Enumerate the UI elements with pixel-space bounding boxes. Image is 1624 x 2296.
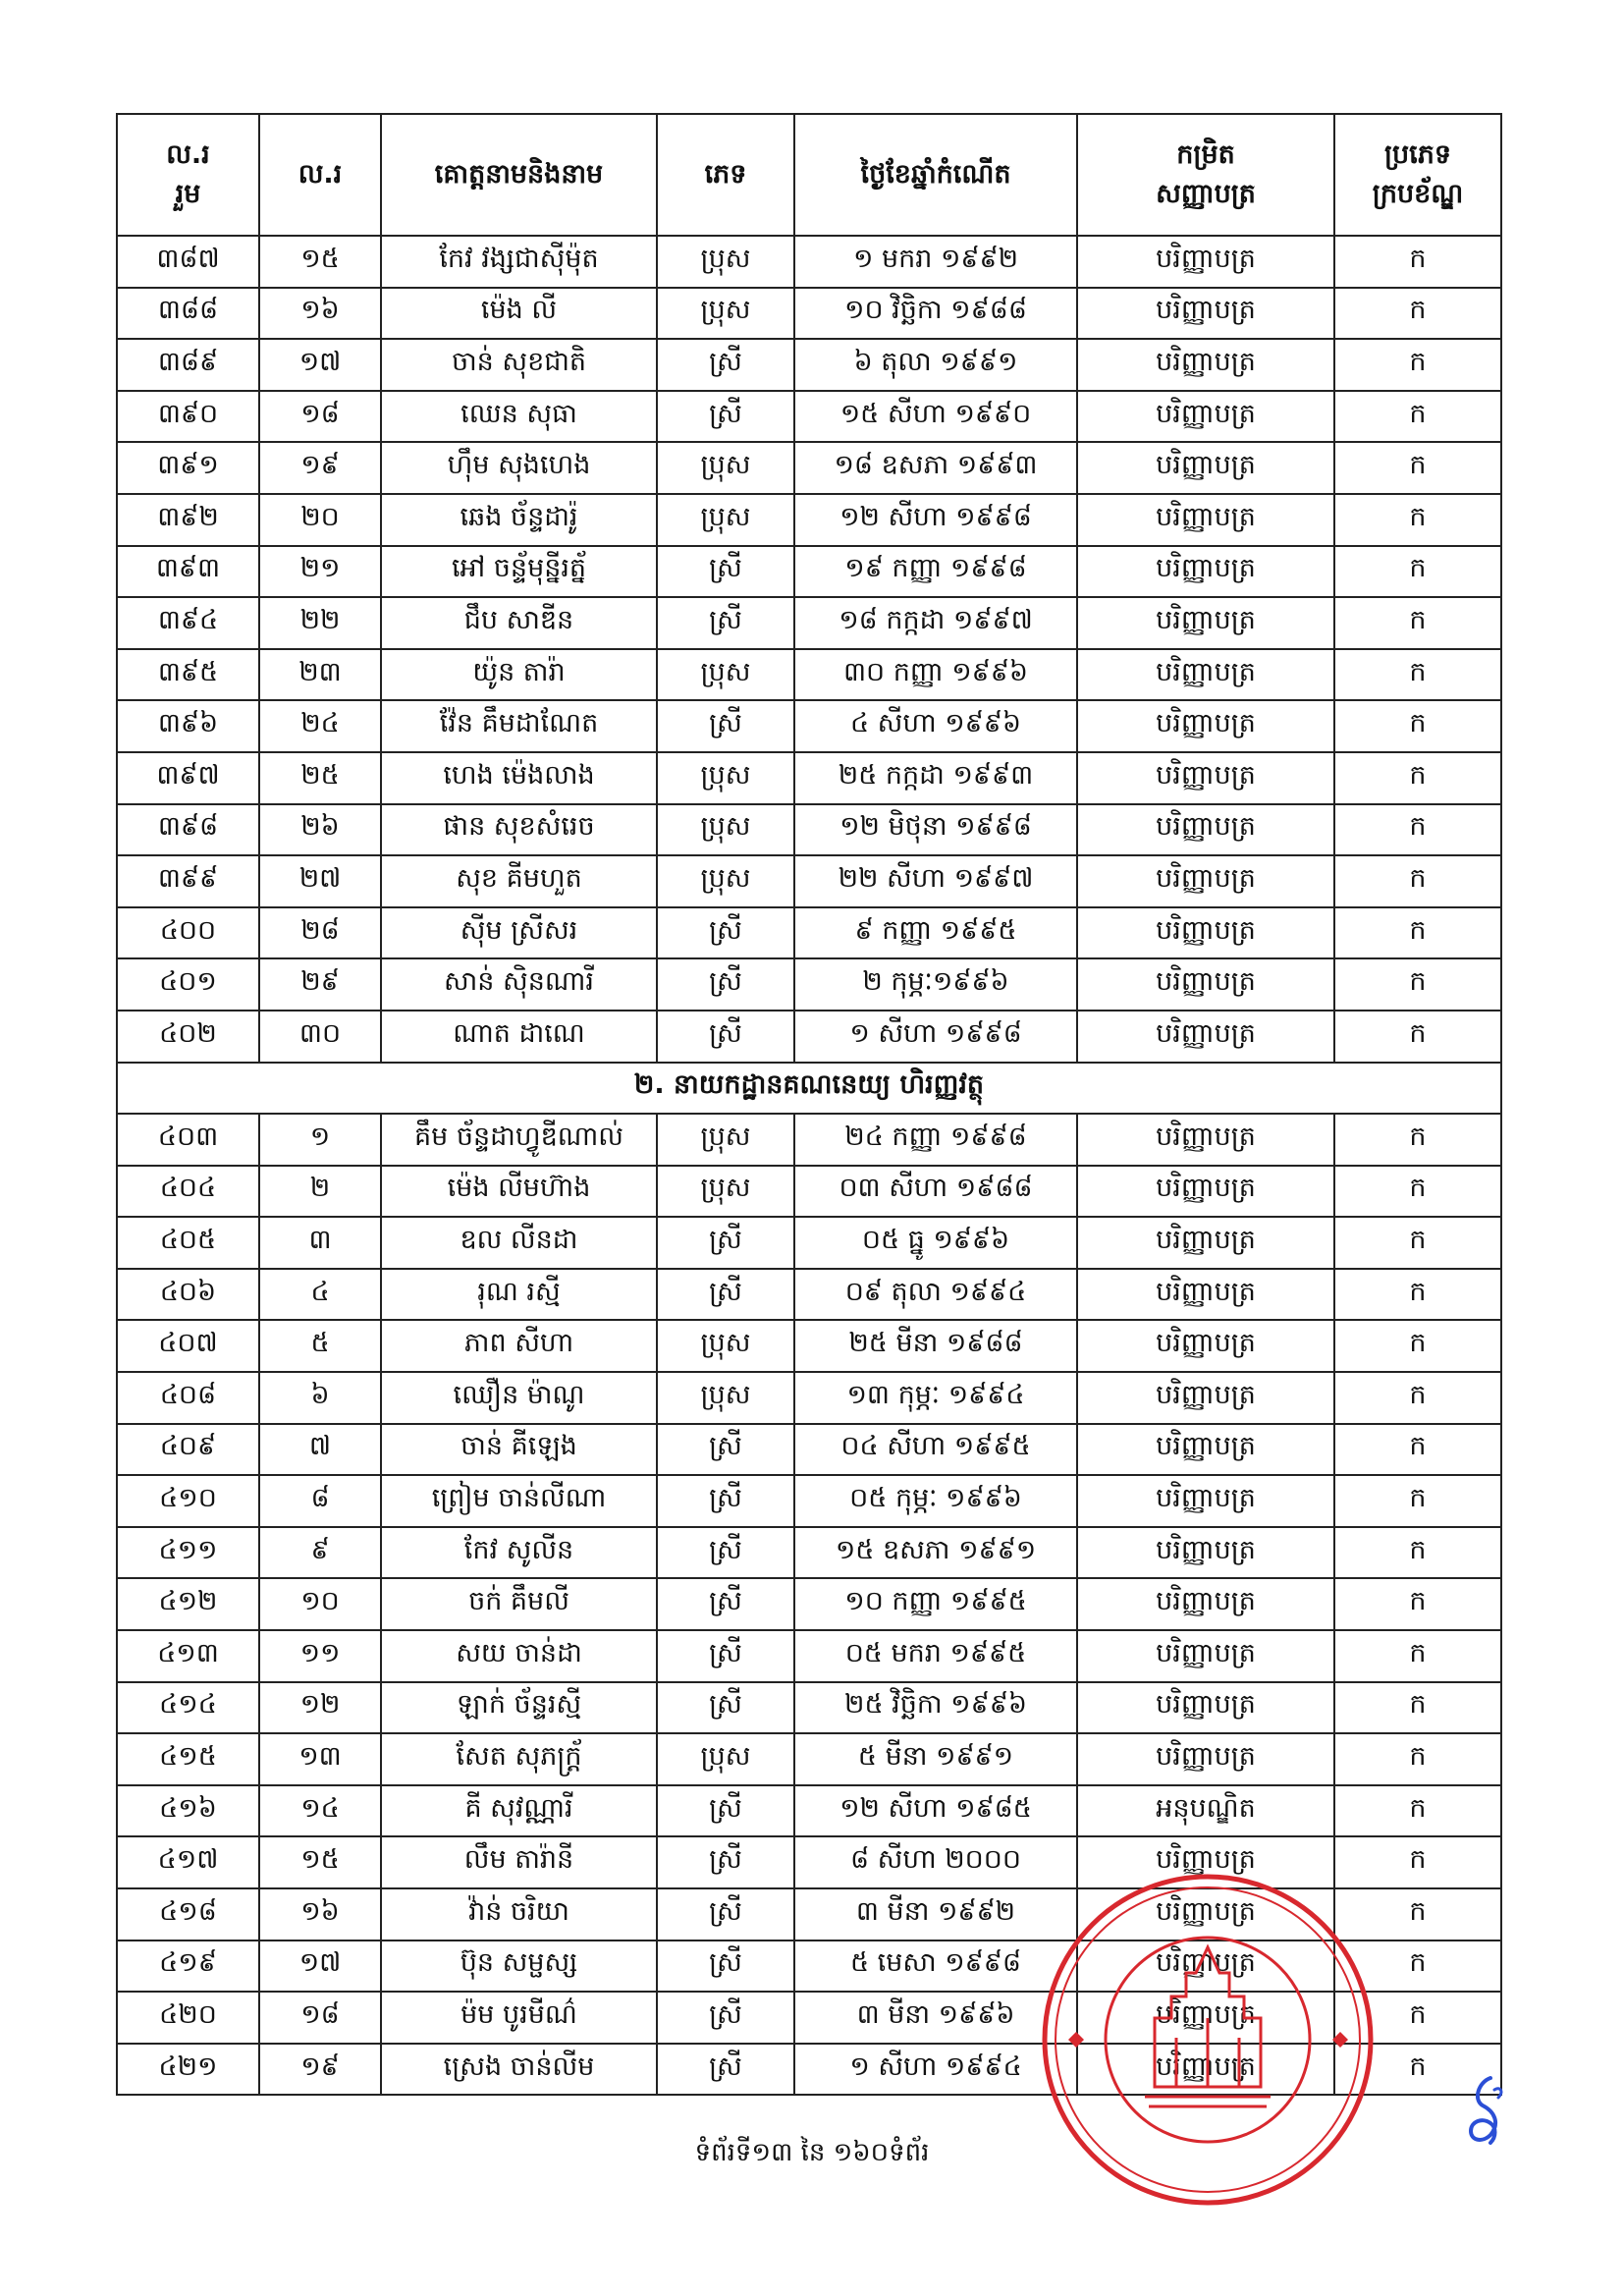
cell-framework-type: ក bbox=[1334, 546, 1501, 598]
table-row bbox=[117, 1475, 1501, 1527]
table-row bbox=[117, 1269, 1501, 1321]
cell-sex: ស្រី bbox=[657, 1630, 794, 1682]
cell-framework-type: ក bbox=[1334, 1372, 1501, 1424]
cell-full-name: ឧល លីនដា bbox=[381, 1217, 657, 1269]
cell-no: ១៨ bbox=[259, 391, 381, 443]
table-row bbox=[117, 907, 1501, 959]
cell-sex: ស្រី bbox=[657, 391, 794, 443]
cell-full-name: ព្រៀម ចាន់លីណា bbox=[381, 1475, 657, 1527]
cell-overall-no: ៣៩០ bbox=[117, 391, 259, 443]
cell-sex: ស្រី bbox=[657, 700, 794, 752]
cell-sex: ប្រុស bbox=[657, 752, 794, 804]
cell-overall-no: ៣៨៧ bbox=[117, 236, 259, 288]
cell-framework-type: ក bbox=[1334, 1941, 1501, 1993]
cell-sex: ប្រុស bbox=[657, 1372, 794, 1424]
cell-no: ៩ bbox=[259, 1527, 381, 1579]
cell-full-name: ចក់ គឹមលី bbox=[381, 1578, 657, 1630]
cell-overall-no: ៤១៦ bbox=[117, 1785, 259, 1837]
cell-overall-no: ៤១២ bbox=[117, 1578, 259, 1630]
cell-sex: ប្រុស bbox=[657, 1114, 794, 1166]
cell-overall-no: ៣៨៩ bbox=[117, 339, 259, 391]
cell-sex: ស្រី bbox=[657, 1475, 794, 1527]
table-row bbox=[117, 1578, 1501, 1630]
cell-date-of-birth: ០៤ សីហា ១៩៩៥ bbox=[794, 1424, 1077, 1476]
cell-overall-no: ៣៩៦ bbox=[117, 700, 259, 752]
table-row bbox=[117, 1527, 1501, 1579]
cell-overall-no: ៤០០ bbox=[117, 907, 259, 959]
cell-overall-no: ៤០៧ bbox=[117, 1320, 259, 1372]
cell-date-of-birth: ១២ សីហា ១៩៨៥ bbox=[794, 1785, 1077, 1837]
cell-overall-no: ៤០៥ bbox=[117, 1217, 259, 1269]
cell-sex: ស្រី bbox=[657, 2044, 794, 2096]
cell-framework-type: ក bbox=[1334, 597, 1501, 649]
cell-date-of-birth: ៥ មីនា ១៩៩១ bbox=[794, 1733, 1077, 1785]
table-row bbox=[117, 855, 1501, 907]
table-row bbox=[117, 597, 1501, 649]
cell-sex: ប្រុស bbox=[657, 1733, 794, 1785]
cell-no: ២ bbox=[259, 1166, 381, 1218]
table-row bbox=[117, 546, 1501, 598]
table-header-row bbox=[117, 114, 1501, 236]
cell-date-of-birth: ១៩ កញ្ញា ១៩៩៨ bbox=[794, 546, 1077, 598]
cell-no: ២២ bbox=[259, 597, 381, 649]
cell-sex: ស្រី bbox=[657, 958, 794, 1011]
cell-no: ១៩ bbox=[259, 2044, 381, 2096]
cell-date-of-birth: ៣ មីនា ១៩៩២ bbox=[794, 1888, 1077, 1941]
cell-sex: ស្រី bbox=[657, 1785, 794, 1837]
cell-overall-no: ៣៩៨ bbox=[117, 804, 259, 856]
cell-degree-level: បរិញ្ញាបត្រ bbox=[1077, 1888, 1334, 1941]
cell-overall-no: ៣៩៤ bbox=[117, 597, 259, 649]
cell-degree-level: បរិញ្ញាបត្រ bbox=[1077, 1941, 1334, 1993]
cell-no: ១ bbox=[259, 1114, 381, 1166]
table-row bbox=[117, 700, 1501, 752]
cell-overall-no: ៣៩២ bbox=[117, 494, 259, 546]
cell-degree-level: បរិញ្ញាបត្រ bbox=[1077, 804, 1334, 856]
cell-degree-level: បរិញ្ញាបត្រ bbox=[1077, 288, 1334, 340]
cell-date-of-birth: ២២ សីហា ១៩៩៧ bbox=[794, 855, 1077, 907]
header-full-name: គោត្តនាមនិងនាម bbox=[381, 114, 657, 236]
cell-overall-no: ៤០៦ bbox=[117, 1269, 259, 1321]
cell-no: ១០ bbox=[259, 1578, 381, 1630]
cell-date-of-birth: ៤ សីហា ១៩៩៦ bbox=[794, 700, 1077, 752]
cell-no: ២១ bbox=[259, 546, 381, 598]
cell-framework-type: ក bbox=[1334, 804, 1501, 856]
cell-framework-type: ក bbox=[1334, 1682, 1501, 1734]
cell-framework-type: ក bbox=[1334, 752, 1501, 804]
cell-framework-type: ក bbox=[1334, 1527, 1501, 1579]
table-row bbox=[117, 1166, 1501, 1218]
cell-full-name: ស៊ីម ស្រីសរ bbox=[381, 907, 657, 959]
cell-full-name: ភាព សីហា bbox=[381, 1320, 657, 1372]
cell-framework-type: ក bbox=[1334, 1166, 1501, 1218]
cell-framework-type: ក bbox=[1334, 1733, 1501, 1785]
cell-no: ១៥ bbox=[259, 236, 381, 288]
cell-framework-type: ក bbox=[1334, 649, 1501, 701]
cell-no: ១៩ bbox=[259, 442, 381, 494]
cell-overall-no: ៤២១ bbox=[117, 2044, 259, 2096]
cell-sex: ស្រី bbox=[657, 1682, 794, 1734]
cell-framework-type: ក bbox=[1334, 1217, 1501, 1269]
cell-degree-level: បរិញ្ញាបត្រ bbox=[1077, 2044, 1334, 2096]
cell-degree-level: បរិញ្ញាបត្រ bbox=[1077, 1682, 1334, 1734]
header-degree-level: កម្រិត សញ្ញាបត្រ bbox=[1077, 114, 1334, 236]
cell-full-name: ផាន សុខសំរេច bbox=[381, 804, 657, 856]
cell-full-name: ម៉ម បូរមីណ៌ bbox=[381, 1992, 657, 2044]
cell-no: ១៧ bbox=[259, 1941, 381, 1993]
cell-sex: ស្រី bbox=[657, 1527, 794, 1579]
cell-full-name: យ៉ូន តារ៉ា bbox=[381, 649, 657, 701]
cell-degree-level: អនុបណ្ឌិត bbox=[1077, 1785, 1334, 1837]
cell-sex: ប្រុស bbox=[657, 494, 794, 546]
cell-sex: ស្រី bbox=[657, 1992, 794, 2044]
cell-framework-type: ក bbox=[1334, 2044, 1501, 2096]
cell-overall-no: ៤០៤ bbox=[117, 1166, 259, 1218]
section-heading-row bbox=[117, 1063, 1501, 1115]
cell-degree-level: បរិញ្ញាបត្រ bbox=[1077, 855, 1334, 907]
cell-no: ១១ bbox=[259, 1630, 381, 1682]
cell-degree-level: បរិញ្ញាបត្រ bbox=[1077, 391, 1334, 443]
cell-degree-level: បរិញ្ញាបត្រ bbox=[1077, 1527, 1334, 1579]
cell-degree-level: បរិញ្ញាបត្រ bbox=[1077, 597, 1334, 649]
table-row bbox=[117, 1114, 1501, 1166]
cell-full-name: ឈឿន ម៉ាណូ bbox=[381, 1372, 657, 1424]
cell-full-name: ហ៊ឹម សុងហេង bbox=[381, 442, 657, 494]
cell-no: ៣០ bbox=[259, 1011, 381, 1063]
cell-full-name: ហេង ម៉េងលាង bbox=[381, 752, 657, 804]
cell-degree-level: បរិញ្ញាបត្រ bbox=[1077, 236, 1334, 288]
table-row bbox=[117, 1011, 1501, 1063]
cell-full-name: វ៉ែន គឹមដាណែត bbox=[381, 700, 657, 752]
cell-no: ១៥ bbox=[259, 1836, 381, 1888]
cell-overall-no: ៤១៧ bbox=[117, 1836, 259, 1888]
cell-sex: ស្រី bbox=[657, 1011, 794, 1063]
cell-date-of-birth: ២៥ មីនា ១៩៨៨ bbox=[794, 1320, 1077, 1372]
cell-date-of-birth: ១ មករា ១៩៩២ bbox=[794, 236, 1077, 288]
cell-full-name: អៅ ចន្ទ័មុន្នីរត្ន័ bbox=[381, 546, 657, 598]
header-framework-type: ប្រភេទ ក្របខ័ណ្ឌ bbox=[1334, 114, 1501, 236]
cell-overall-no: ៤០១ bbox=[117, 958, 259, 1011]
cell-framework-type: ក bbox=[1334, 1578, 1501, 1630]
cell-degree-level: បរិញ្ញាបត្រ bbox=[1077, 1630, 1334, 1682]
table-row bbox=[117, 1682, 1501, 1734]
cell-framework-type: ក bbox=[1334, 288, 1501, 340]
cell-sex: ស្រី bbox=[657, 339, 794, 391]
cell-framework-type: ក bbox=[1334, 1320, 1501, 1372]
cell-sex: ស្រី bbox=[657, 1888, 794, 1941]
cell-date-of-birth: ១៥ ឧសភា ១៩៩១ bbox=[794, 1527, 1077, 1579]
cell-date-of-birth: ១២ សីហា ១៩៩៨ bbox=[794, 494, 1077, 546]
cell-degree-level: បរិញ្ញាបត្រ bbox=[1077, 1372, 1334, 1424]
cell-full-name: ចាន់ គីឡេង bbox=[381, 1424, 657, 1476]
cell-date-of-birth: ៨ សីហា ២០០០ bbox=[794, 1836, 1077, 1888]
cell-full-name: គឹម ច័ន្ទដាហ្វូឌីណាល់ bbox=[381, 1114, 657, 1166]
header-no: ល.រ bbox=[259, 114, 381, 236]
cell-degree-level: បរិញ្ញាបត្រ bbox=[1077, 546, 1334, 598]
cell-overall-no: ៣៩៥ bbox=[117, 649, 259, 701]
cell-full-name: រុណ រស្មី bbox=[381, 1269, 657, 1321]
cell-degree-level: បរិញ្ញាបត្រ bbox=[1077, 1733, 1334, 1785]
cell-date-of-birth: ៩ កញ្ញា ១៩៩៥ bbox=[794, 907, 1077, 959]
cell-full-name: សយ ចាន់ដា bbox=[381, 1630, 657, 1682]
cell-sex: ស្រី bbox=[657, 1578, 794, 1630]
cell-date-of-birth: ០៣ សីហា ១៩៨៨ bbox=[794, 1166, 1077, 1218]
cell-date-of-birth: ៦ តុលា ១៩៩១ bbox=[794, 339, 1077, 391]
cell-framework-type: ក bbox=[1334, 700, 1501, 752]
table-row bbox=[117, 1320, 1501, 1372]
cell-date-of-birth: ១០ កញ្ញា ១៩៩៥ bbox=[794, 1578, 1077, 1630]
cell-sex: ប្រុស bbox=[657, 442, 794, 494]
cell-framework-type: ក bbox=[1334, 907, 1501, 959]
cell-date-of-birth: ២ កុម្ភៈ១៩៩៦ bbox=[794, 958, 1077, 1011]
cell-sex: ស្រី bbox=[657, 1217, 794, 1269]
cell-no: ៧ bbox=[259, 1424, 381, 1476]
cell-sex: ប្រុស bbox=[657, 236, 794, 288]
cell-date-of-birth: ០៥ កុម្ភៈ ១៩៩៦ bbox=[794, 1475, 1077, 1527]
cell-degree-level: បរិញ្ញាបត្រ bbox=[1077, 1269, 1334, 1321]
table-row bbox=[117, 288, 1501, 340]
cell-framework-type: ក bbox=[1334, 391, 1501, 443]
cell-framework-type: ក bbox=[1334, 442, 1501, 494]
cell-overall-no: ៣៩១ bbox=[117, 442, 259, 494]
cell-degree-level: បរិញ្ញាបត្រ bbox=[1077, 1114, 1334, 1166]
cell-full-name: សែត សុភក្ត្រ័ bbox=[381, 1733, 657, 1785]
cell-full-name: ណាត ដាណេ bbox=[381, 1011, 657, 1063]
cell-no: ៨ bbox=[259, 1475, 381, 1527]
cell-degree-level: បរិញ្ញាបត្រ bbox=[1077, 1217, 1334, 1269]
cell-sex: ស្រី bbox=[657, 546, 794, 598]
cell-overall-no: ៤០៩ bbox=[117, 1424, 259, 1476]
cell-date-of-birth: ០៥ ធ្នូ ១៩៩៦ bbox=[794, 1217, 1077, 1269]
cell-overall-no: ៤១៨ bbox=[117, 1888, 259, 1941]
cell-no: ៣ bbox=[259, 1217, 381, 1269]
cell-no: ៥ bbox=[259, 1320, 381, 1372]
table-row bbox=[117, 752, 1501, 804]
header-overall-no: ល.រ រួម bbox=[117, 114, 259, 236]
cell-no: ១៦ bbox=[259, 288, 381, 340]
cell-overall-no: ៤០៨ bbox=[117, 1372, 259, 1424]
cell-sex: ប្រុស bbox=[657, 649, 794, 701]
cell-full-name: ឡាក់ ច័ន្ទរស្មី bbox=[381, 1682, 657, 1734]
cell-overall-no: ៤០៣ bbox=[117, 1114, 259, 1166]
cell-sex: ស្រី bbox=[657, 1424, 794, 1476]
cell-framework-type: ក bbox=[1334, 1114, 1501, 1166]
cell-degree-level: បរិញ្ញាបត្រ bbox=[1077, 700, 1334, 752]
cell-no: ១២ bbox=[259, 1682, 381, 1734]
header-date-of-birth: ថ្ងៃខែឆ្នាំកំណើត bbox=[794, 114, 1077, 236]
cell-sex: ប្រុស bbox=[657, 288, 794, 340]
cell-full-name: សាន់ ស៊ិនណារី bbox=[381, 958, 657, 1011]
cell-full-name: កែវ សូលីន bbox=[381, 1527, 657, 1579]
cell-no: ២៨ bbox=[259, 907, 381, 959]
cell-full-name: សុខ គីមហួត bbox=[381, 855, 657, 907]
cell-degree-level: បរិញ្ញាបត្រ bbox=[1077, 907, 1334, 959]
cell-overall-no: ៤២០ bbox=[117, 1992, 259, 2044]
table-row bbox=[117, 1630, 1501, 1682]
header-sex: ភេទ bbox=[657, 114, 794, 236]
cell-sex: ស្រី bbox=[657, 597, 794, 649]
cell-no: ១៦ bbox=[259, 1888, 381, 1941]
cell-framework-type: ក bbox=[1334, 855, 1501, 907]
cell-date-of-birth: ១ សីហា ១៩៩៨ bbox=[794, 1011, 1077, 1063]
cell-framework-type: ក bbox=[1334, 1269, 1501, 1321]
cell-overall-no: ៣៩៣ bbox=[117, 546, 259, 598]
cell-no: ២៣ bbox=[259, 649, 381, 701]
cell-date-of-birth: ១៥ សីហា ១៩៩០ bbox=[794, 391, 1077, 443]
cell-date-of-birth: ១៣ កុម្ភៈ ១៩៩៤ bbox=[794, 1372, 1077, 1424]
cell-degree-level: បរិញ្ញាបត្រ bbox=[1077, 1424, 1334, 1476]
cell-no: ២៥ bbox=[259, 752, 381, 804]
cell-full-name: ជឹប សាឌីន bbox=[381, 597, 657, 649]
cell-overall-no: ៤១១ bbox=[117, 1527, 259, 1579]
cell-full-name: លឹម តារ៉ានី bbox=[381, 1836, 657, 1888]
table-row bbox=[117, 494, 1501, 546]
cell-degree-level: បរិញ្ញាបត្រ bbox=[1077, 1011, 1334, 1063]
cell-degree-level: បរិញ្ញាបត្រ bbox=[1077, 1836, 1334, 1888]
cell-date-of-birth: ២៤ កញ្ញា ១៩៩៨ bbox=[794, 1114, 1077, 1166]
cell-framework-type: ក bbox=[1334, 1424, 1501, 1476]
table-row bbox=[117, 1424, 1501, 1476]
cell-date-of-birth: ៥ មេសា ១៩៩៨ bbox=[794, 1941, 1077, 1993]
cell-no: ១៧ bbox=[259, 339, 381, 391]
table-row bbox=[117, 442, 1501, 494]
section-heading-group bbox=[117, 1063, 1501, 1115]
page-number-footer: ទំព័រទី១៣ នៃ ១៦០ទំព័រ bbox=[694, 2138, 930, 2167]
cell-full-name: ឈេន សុធា bbox=[381, 391, 657, 443]
cell-framework-type: ក bbox=[1334, 236, 1501, 288]
cell-date-of-birth: ៣០ កញ្ញា ១៩៩៦ bbox=[794, 649, 1077, 701]
cell-degree-level: បរិញ្ញាបត្រ bbox=[1077, 1320, 1334, 1372]
cell-degree-level: បរិញ្ញាបត្រ bbox=[1077, 1992, 1334, 2044]
table-row bbox=[117, 1217, 1501, 1269]
cell-degree-level: បរិញ្ញាបត្រ bbox=[1077, 649, 1334, 701]
section-title: ២. នាយកដ្ឋានគណនេយ្យ ហិរញ្ញវត្ថុ bbox=[117, 1063, 1501, 1115]
table-body-upper bbox=[117, 236, 1501, 1063]
cell-sex: ស្រី bbox=[657, 1269, 794, 1321]
cell-overall-no: ៤១៩ bbox=[117, 1941, 259, 1993]
cell-framework-type: ក bbox=[1334, 958, 1501, 1011]
cell-degree-level: បរិញ្ញាបត្រ bbox=[1077, 494, 1334, 546]
cell-full-name: ម៉េង លីមហ៊ាង bbox=[381, 1166, 657, 1218]
cell-full-name: ឆេង ច័ន្ទដារ៉ូ bbox=[381, 494, 657, 546]
cell-overall-no: ៤១៤ bbox=[117, 1682, 259, 1734]
cell-sex: ប្រុស bbox=[657, 1320, 794, 1372]
cell-overall-no: ៤១៣ bbox=[117, 1630, 259, 1682]
cell-overall-no: ៣៩៧ bbox=[117, 752, 259, 804]
cell-sex: ស្រី bbox=[657, 1836, 794, 1888]
cell-no: ២០ bbox=[259, 494, 381, 546]
cell-framework-type: ក bbox=[1334, 339, 1501, 391]
cell-date-of-birth: ០៥ មករា ១៩៩៥ bbox=[794, 1630, 1077, 1682]
table-row bbox=[117, 958, 1501, 1011]
cell-date-of-birth: ០៩ តុលា ១៩៩៤ bbox=[794, 1269, 1077, 1321]
cell-framework-type: ក bbox=[1334, 494, 1501, 546]
cell-degree-level: បរិញ្ញាបត្រ bbox=[1077, 1166, 1334, 1218]
table-row bbox=[117, 804, 1501, 856]
cell-date-of-birth: ២៥ វិច្ឆិកា ១៩៩៦ bbox=[794, 1682, 1077, 1734]
cell-degree-level: បរិញ្ញាបត្រ bbox=[1077, 958, 1334, 1011]
cell-no: ២៤ bbox=[259, 700, 381, 752]
cell-no: ៤ bbox=[259, 1269, 381, 1321]
cell-overall-no: ៤១០ bbox=[117, 1475, 259, 1527]
cell-sex: ប្រុស bbox=[657, 1166, 794, 1218]
cell-overall-no: ៤១៥ bbox=[117, 1733, 259, 1785]
cell-degree-level: បរិញ្ញាបត្រ bbox=[1077, 442, 1334, 494]
cell-no: ១៣ bbox=[259, 1733, 381, 1785]
cell-full-name: កែវ វង្សជាស៊ីម៉ុត bbox=[381, 236, 657, 288]
table-row bbox=[117, 391, 1501, 443]
cell-date-of-birth: ៣ មីនា ១៩៩៦ bbox=[794, 1992, 1077, 2044]
cell-sex: ប្រុស bbox=[657, 804, 794, 856]
cell-no: ២៧ bbox=[259, 855, 381, 907]
cell-date-of-birth: ២៥ កក្កដា ១៩៩៣ bbox=[794, 752, 1077, 804]
cell-full-name: ស្រេង ចាន់លីម bbox=[381, 2044, 657, 2096]
table-row bbox=[117, 339, 1501, 391]
cell-overall-no: ៣៨៨ bbox=[117, 288, 259, 340]
table-row bbox=[117, 1372, 1501, 1424]
cell-framework-type: ក bbox=[1334, 1630, 1501, 1682]
cell-date-of-birth: ១ សីហា ១៩៩៤ bbox=[794, 2044, 1077, 2096]
table-row bbox=[117, 236, 1501, 288]
cell-degree-level: បរិញ្ញាបត្រ bbox=[1077, 1475, 1334, 1527]
cell-framework-type: ក bbox=[1334, 1785, 1501, 1837]
personnel-table bbox=[116, 113, 1502, 2096]
cell-date-of-birth: ១៨ ឧសភា ១៩៩៣ bbox=[794, 442, 1077, 494]
cell-framework-type: ក bbox=[1334, 1011, 1501, 1063]
cell-full-name: ចាន់ សុខជាតិ bbox=[381, 339, 657, 391]
table-row bbox=[117, 1785, 1501, 1837]
cell-sex: ស្រី bbox=[657, 1941, 794, 1993]
table-row bbox=[117, 1733, 1501, 1785]
cell-framework-type: ក bbox=[1334, 1475, 1501, 1527]
cell-full-name: វ៉ាន់ ចរិយា bbox=[381, 1888, 657, 1941]
cell-date-of-birth: ១២ មិថុនា ១៩៩៨ bbox=[794, 804, 1077, 856]
cell-framework-type: ក bbox=[1334, 1836, 1501, 1888]
cell-date-of-birth: ១០ វិច្ឆិកា ១៩៨៨ bbox=[794, 288, 1077, 340]
table-row bbox=[117, 649, 1501, 701]
cell-full-name: គី សុវណ្ណារី bbox=[381, 1785, 657, 1837]
cell-no: ២៩ bbox=[259, 958, 381, 1011]
cell-no: ១៤ bbox=[259, 1785, 381, 1837]
cell-full-name: ប៊ុន សម្ផស្ស bbox=[381, 1941, 657, 1993]
cell-overall-no: ៣៩៩ bbox=[117, 855, 259, 907]
cell-framework-type: ក bbox=[1334, 1992, 1501, 2044]
cell-no: ៦ bbox=[259, 1372, 381, 1424]
cell-no: ២៦ bbox=[259, 804, 381, 856]
cell-no: ១៨ bbox=[259, 1992, 381, 2044]
cell-full-name: ម៉េង លី bbox=[381, 288, 657, 340]
cell-sex: ប្រុស bbox=[657, 855, 794, 907]
cell-date-of-birth: ១៨ កក្កដា ១៩៩៧ bbox=[794, 597, 1077, 649]
cell-degree-level: បរិញ្ញាបត្រ bbox=[1077, 752, 1334, 804]
cell-overall-no: ៤០២ bbox=[117, 1011, 259, 1063]
cell-degree-level: បរិញ្ញាបត្រ bbox=[1077, 339, 1334, 391]
cell-sex: ស្រី bbox=[657, 907, 794, 959]
cell-degree-level: បរិញ្ញាបត្រ bbox=[1077, 1578, 1334, 1630]
cell-framework-type: ក bbox=[1334, 1888, 1501, 1941]
